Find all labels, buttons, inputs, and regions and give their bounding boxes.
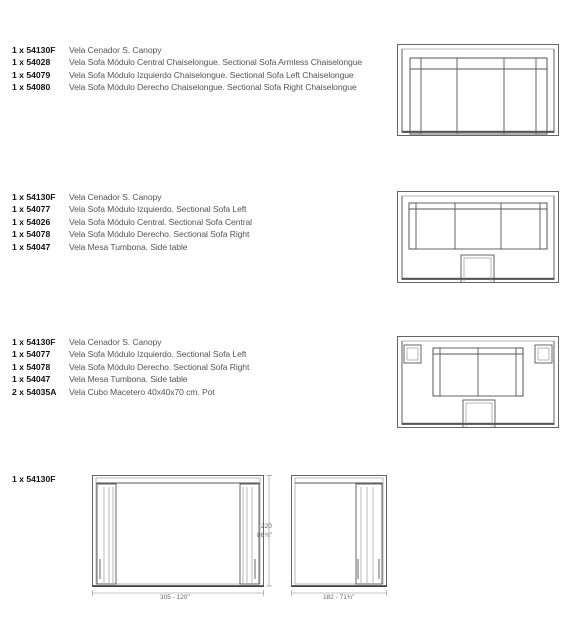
list-item: 1 x 54080 Vela Sofa Módulo Derecho Chaiselongue. Sectional Sofa Right Chaiselongue [12,82,357,93]
side-width-dimension: 182 - 71¾" [323,594,355,601]
height-dimension-line [264,475,274,587]
list-item: 1 x 54130F Vela Cenador S. Canopy [12,192,162,202]
list-item: 1 x 54047 Vela Mesa Tumbona. Side table [12,374,188,385]
list-item: 2 x 54035A Vela Cubo Macetero 40x40x70 cm. Pot [12,386,215,397]
list-item: 1 x 54130F Vela Cenador S. Canopy [12,337,162,347]
height-cm: 220 [261,523,272,530]
plan-view-3 [397,336,559,428]
front-width-dimension: 305 - 120" [160,594,190,601]
side-elevation [291,475,387,605]
list-item: 1 x 54077 Vela Sofa Módulo Izquierdo. Sectional Sofa Left [12,349,247,360]
list-item: 1 x 54079 Vela Sofa Módulo Izquierdo Chaiselongue. Sectional Sofa Left Chaiselongue [12,69,354,80]
list-item: 1 x 54026 Vela Sofa Módulo Central. Sectional Sofa Central [12,216,252,227]
list-item: 1 x 54078 Vela Sofa Módulo Derecho. Sectional Sofa Right [12,361,250,372]
height-in: 86¾" [257,532,272,539]
list-item: 1 x 54077 Vela Sofa Módulo Izquierdo. Sectional Sofa Left [12,204,247,215]
config-2-list [12,191,252,253]
list-item: 1 x 54047 Vela Mesa Tumbona. Side table [12,241,188,252]
canopy-code: 1 x 54130F [12,474,56,484]
config-3-list [12,336,249,398]
config-1-list [12,44,362,94]
list-item: 1 x 54028 Vela Sofa Módulo Central Chaiselongue. Sectional Sofa Armless Chaiselongue [12,57,363,68]
list-item: 1 x 54130F Vela Cenador S. Canopy [12,45,162,55]
plan-view-1 [397,44,559,136]
list-item: 1 x 54078 Vela Sofa Módulo Derecho. Sectional Sofa Right [12,229,250,240]
plan-view-2 [397,191,559,283]
front-elevation [92,475,264,605]
